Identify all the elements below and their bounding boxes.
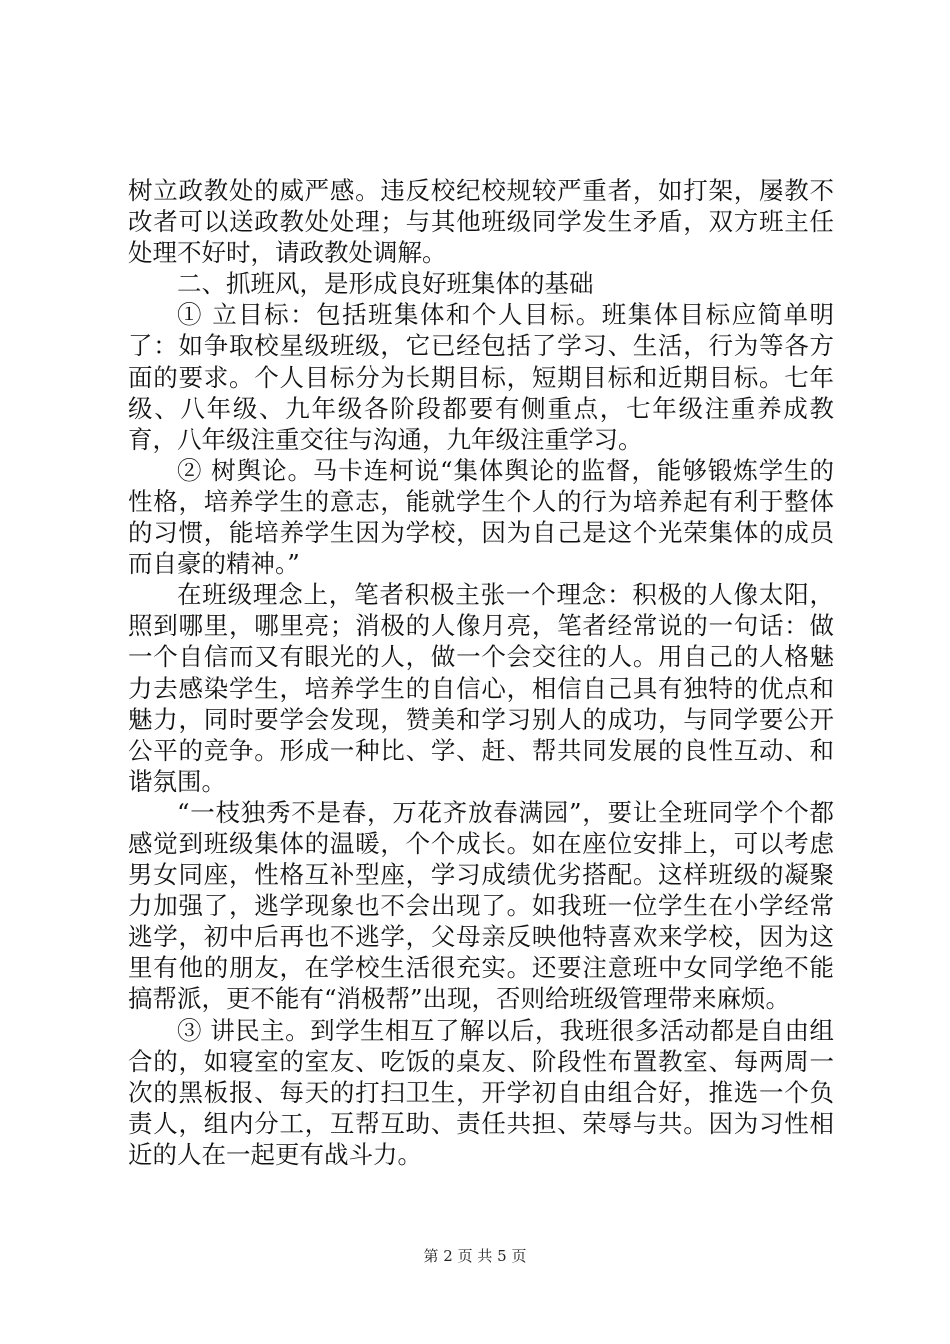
section-heading: 二、抓班风，是形成良好班集体的基础 <box>177 269 594 299</box>
paragraph-democracy: ③ 讲民主。到学生相互了解以后，我班很多活动都是自由组合的，如寝室的室友、吃饭的桌友、阶段性布置教室、每两周一次的黑板报、每天的打扫卫生，开学初自由组合好，推选一个负责人，组内分工，互帮互助、责任共担、荣辱与共。因为习性相近的人在一起更有战斗力。 <box>128 1015 834 1169</box>
document-body <box>128 175 834 1170</box>
paragraph-public-opinion: ② 树舆论。马卡连柯说“集体舆论的监督，能够锻炼学生的性格，培养学生的意志，能就学生个人的行为培养起有利于整体的习惯，能培养学生因为学校，因为自己是这个光荣集体的成员而自豪的精神。” <box>128 455 834 579</box>
page-footer: 第 2 页 共 5 页 <box>423 1247 527 1265</box>
paragraph-collective-warmth: “一枝独秀不是春，万花齐放春满园”，要让全班同学个个都感觉到班级集体的温暖，个个成长。如在座位安排上，可以考虑男女同座，性格互补型座，学习成绩优劣搭配。这样班级的凝聚力加强了，逃学现象也不会出现了。如我班一位学生在小学经常逃学，初中后再也不逃学，父母亲反映他特喜欢来学校，因为这里有他的朋友，在学校生活很充实。还要注意班中女同学绝不能搞帮派，更不能有“消极帮”出现，否则给班级管理带来麻烦。 <box>128 797 834 1014</box>
paragraph-class-philosophy: 在班级理念上，笔者积极主张一个理念：积极的人像太阳，照到哪里，哪里亮；消极的人像月亮，笔者经常说的一句话：做一个自信而又有眼光的人，做一个会交往的人。用自己的人格魅力去感染学生，培养学生的自信心，相信自己具有独特的优点和魅力，同时要学会发现，赞美和学习别人的成功，与同学要公开公平的竞争。形成一种比、学、赶、帮共同发展的良性互动、和谐氛围。 <box>128 580 834 796</box>
paragraph-1: 树立政教处的威严感。违反校纪校规较严重者，如打架，屡教不改者可以送政教处处理；与其他班级同学发生矛盾，双方班主任处理不好时，请政教处调解。 <box>128 176 834 268</box>
paragraph-set-goals: ① 立目标：包括班集体和个人目标。班集体目标应简单明了：如争取校星级班级，它已经包括了学习、生活，行为等各方面的要求。个人目标分为长期目标，短期目标和近期目标。七年级、八年级、九年级各阶段都要有侧重点，七年级注重养成教育，八年级注重交往与沟通，九年级注重学习。 <box>128 300 834 454</box>
